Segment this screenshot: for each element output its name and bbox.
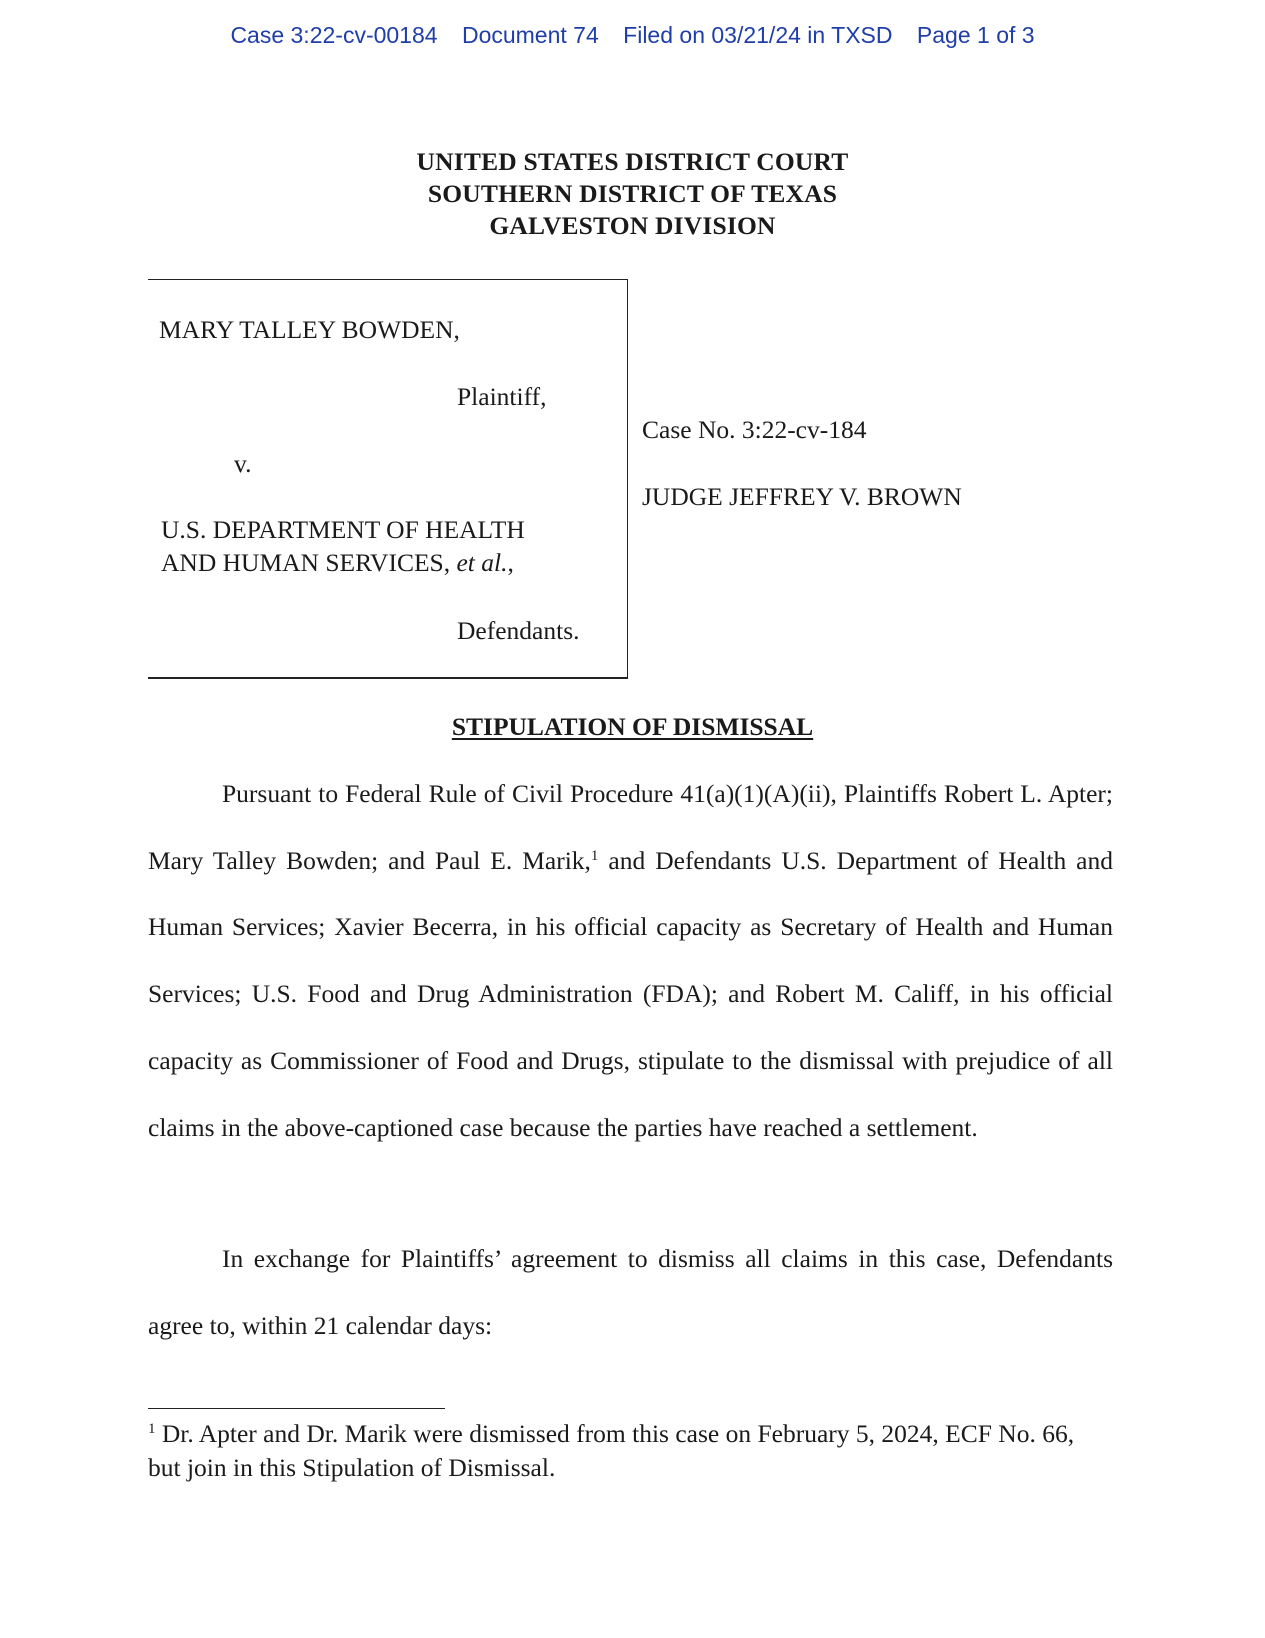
defendant-role: Defendants. [457, 616, 580, 645]
stamp-case-number: Case 3:22-cv-00184 [230, 22, 438, 48]
stamp-filed-date: Filed on 03/21/24 in TXSD [623, 22, 893, 48]
footnote-divider [148, 1408, 445, 1409]
paragraph-1-text-a: Pursuant to Federal Rule of Civil Procedure 41(a)(1)(A)(ii), Plaintiffs Robert L. Apter; Mary Talley Bowden; and Paul E. Marik, [148, 779, 1113, 875]
defendant-name-text: AND HUMAN SERVICES, [161, 548, 451, 577]
paragraph-2: In exchange for Plaintiffs’ agreement to dismiss all claims in this case, Defendants agree to, within 21 calendar days: [148, 1244, 1113, 1340]
footnote-reference: 1 [590, 847, 599, 864]
footnote [148, 1417, 1098, 1485]
defendant-name-line1: U.S. DEPARTMENT OF HEALTH [161, 515, 525, 544]
stamp-page-number: Page 1 of 3 [916, 22, 1035, 48]
case-number: Case No. 3:22-cv-184 [642, 415, 867, 444]
court-district: SOUTHERN DISTRICT OF TEXAS [427, 179, 838, 208]
paragraph-1 [148, 761, 1113, 1161]
court-heading [0, 146, 1265, 242]
defendant-name-suffix: , [507, 548, 514, 577]
defendant-name-line2 [161, 547, 514, 579]
plaintiff-role: Plaintiff, [457, 382, 547, 411]
versus-label: v. [234, 449, 252, 478]
stamp-document-number: Document 74 [461, 22, 599, 48]
court-division: GALVESTON DIVISION [489, 211, 776, 240]
et-al-text: et al. [456, 548, 508, 577]
paragraph-1-text-b: and Defendants U.S. Department of Health and Human Services; Xavier Becerra, in his official capacity as Secretary of Health and Human Services; U.S. Food and Drug Administration (FDA); and Robert M. Califf, in his official capacity as Commissioner of Food and Drugs, stipulate to the dismissal with prejudice of all claims in the above-captioned case because the parties have reached a settlement. [148, 845, 1114, 1142]
judge-name: JUDGE JEFFREY V. BROWN [642, 482, 962, 511]
footnote-mark: 1 [148, 1421, 156, 1437]
footnote-text: Dr. Apter and Dr. Marik were dismissed from this case on February 5, 2024, ECF No. 66, but join in this Stipulation of Dismissal. [148, 1419, 1075, 1482]
filing-header-stamp [0, 22, 1265, 49]
court-name: UNITED STATES DISTRICT COURT [416, 147, 849, 176]
document-title: STIPULATION OF DISMISSAL [451, 712, 814, 741]
plaintiff-name: MARY TALLEY BOWDEN, [159, 315, 460, 344]
